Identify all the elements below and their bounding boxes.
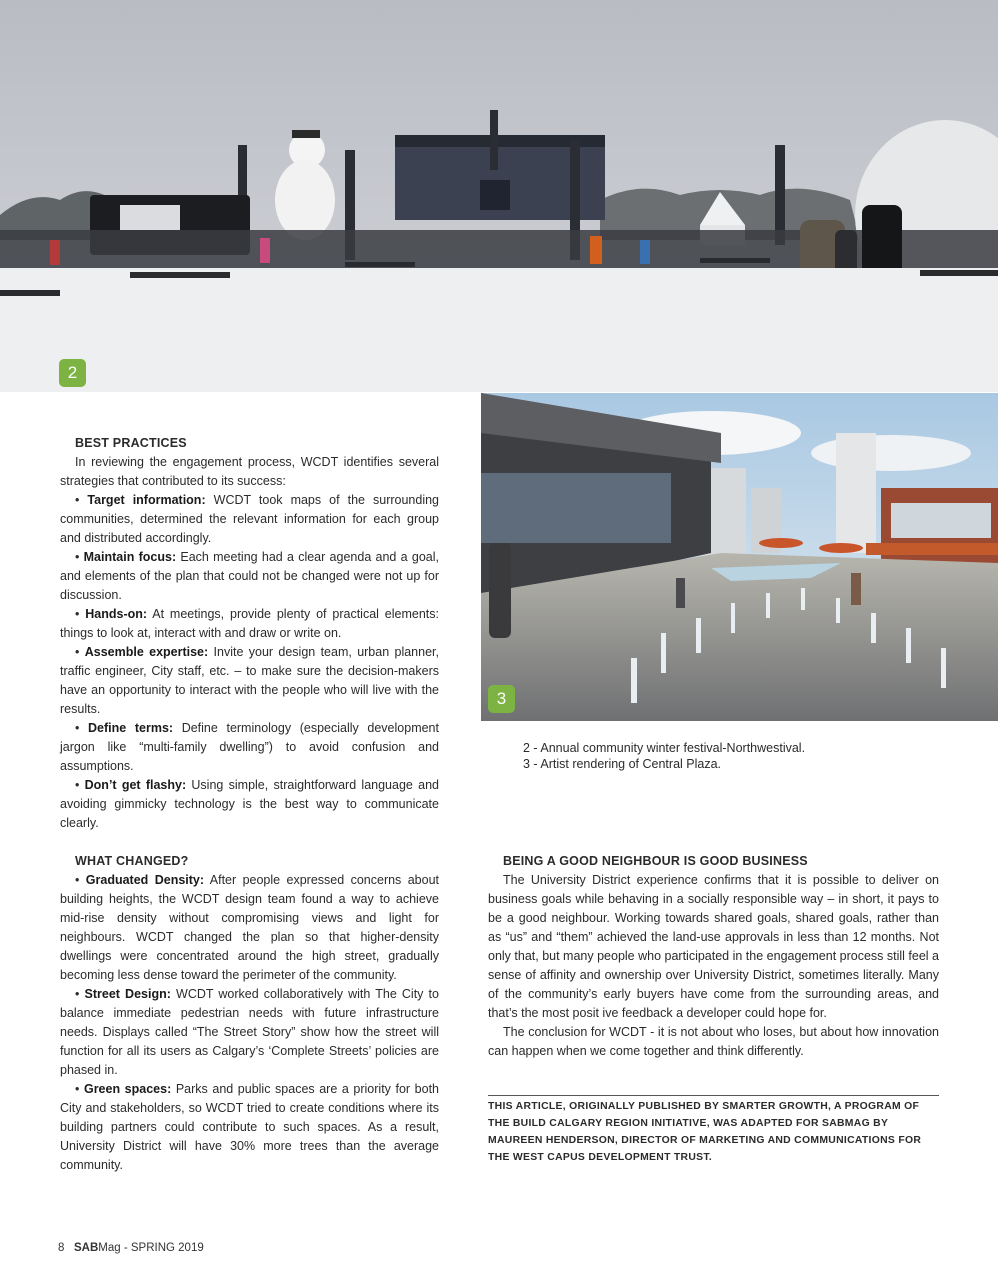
bullet-item: • Green spaces: Parks and public spaces are a priority for both City and stakeholders, so WCDT tried to create conditions where its building partners could contribute to such spaces. As a result, University District will have 30% more trees than the average community.: [60, 1082, 439, 1172]
right-column: [488, 852, 939, 1061]
bullet-label: Assemble expertise:: [84, 645, 209, 659]
page-number: 8: [58, 1242, 65, 1254]
photo-captions: [523, 740, 805, 772]
bullet-label: Hands-on:: [85, 607, 148, 621]
bullet-text: Parks and public spaces are a priority for both City and stakeholders, so WCDT tried to create conditions where its building partners could contribute to such spaces. As a result, University District will have 30% more trees than the average community.: [60, 1082, 439, 1172]
bullet-text: At meetings, provide plenty of practical elements: things to look at, interact with and draw or write on.: [60, 607, 439, 640]
bullet-label: Don’t get flashy:: [84, 778, 187, 792]
left-column: [60, 434, 439, 833]
left-column-lower: [60, 852, 439, 1175]
bullet-text: After people expressed concerns about building heights, the WCDT design team found a way to achieve mid-rise density without compromising views and light for neighbours. WCDT changed the plan so that higher-density dwellings were concentrated around the high street, gradually becoming less dense toward the perimeter of the community.: [60, 873, 439, 982]
bullet-label: Street Design:: [84, 987, 171, 1001]
bullet-item: • Street Design: WCDT worked collaboratively with The City to balance immediate pedestrian needs with future infrastructure needs. Displays called “The Street Story” show how the street will function for all its users as Calgary’s ‘Complete Streets’ policies are phased in.: [60, 987, 439, 1077]
bullet-item: • Don’t get flashy: Using simple, straightforward language and avoiding gimmicky technology is the best way to communicate clearly.: [60, 778, 439, 830]
bullet-text: WCDT took maps of the surrounding communities, determined the relevant information for each group and distributed accordingly.: [60, 493, 440, 545]
festival-scene: [0, 0, 998, 392]
article-credit: THIS ARTICLE, ORIGINALLY PUBLISHED BY SMARTER GROWTH, A PROGRAM OF THE BUILD CALGARY REGION INITIATIVE, WAS ADAPTED FOR SABMAG BY MAUREEN HENDERSON, DIRECTOR OF MARKETING AND COMMUNICATIONS FOR THE WEST CAPUS DEVELOPMENT TRUST.: [488, 1095, 939, 1166]
bullet-item: • Target information: WCDT took maps of the surrounding communities, determined the relevant information for each group and distributed accordingly.: [60, 493, 440, 545]
central-plaza-rendering: [481, 393, 998, 721]
bullet-label: Maintain focus:: [83, 550, 177, 564]
caption-3: 3 - Artist rendering of Central Plaza.: [523, 757, 722, 771]
brand-bold: SAB: [74, 1242, 99, 1254]
body-paragraph: The University District experience confirms that it is possible to deliver on business goals while behaving in a socially responsible way – in short, it pays to be a good neighbour. Working towards shared goals, shared goals, rather than as “us” and “them” achieved the land-use approvals in less than 12 months. Not only that, but many people who participated in the engagement process still feel a sense of affinity and ownership over University District, sometimes literally. Many of the community’s early buyers have come from the surrounding areas, and that’s the most posit ive feedback a developer could hope for.: [488, 873, 939, 1020]
bullet-text: Invite your design team, urban planner, traffic engineer, City staff, etc. – to make sure the decision-makers have an opportunity to interact with the people who will live with the results.: [60, 645, 439, 716]
caption-2: 2 - Annual community winter festival-Northwestival.: [523, 741, 806, 755]
best-practices-intro: In reviewing the engagement process, WCDT identifies several strategies that contributed to its success:: [60, 455, 439, 488]
bullet-label: Graduated Density:: [85, 873, 205, 887]
bullet-item: • Maintain focus: Each meeting had a clear agenda and a goal, and elements of the plan that could not be changed were not up for discussion.: [60, 550, 439, 602]
plaza-scene: [481, 393, 998, 721]
photo-number-badge: 3: [488, 685, 515, 713]
bullet-item: • Graduated Density: After people expressed concerns about building heights, the WCDT design team found a way to achieve mid-rise density without compromising views and light for neighbours. WCDT changed the plan so that higher-density dwellings were concentrated around the high street, gradually becoming less dense toward the perimeter of the community.: [60, 873, 439, 982]
page-footer: [58, 1242, 204, 1254]
photo-number-badge: 2: [59, 359, 86, 387]
bullet-item: • Define terms: Define terminology (especially development jargon like “multi-family dwelling”) to avoid confusion and assumptions.: [60, 721, 439, 773]
bullet-label: Target information:: [87, 493, 206, 507]
bullet-text: Each meeting had a clear agenda and a goal, and elements of the plan that could not be changed were not up for discussion.: [60, 550, 439, 602]
best-practices-heading: BEST PRACTICES: [75, 436, 187, 450]
body-paragraph: The conclusion for WCDT - it is not about who loses, but about how innovation can happen when we come together and think differently.: [488, 1025, 939, 1058]
bullet-label: Green spaces:: [83, 1082, 172, 1096]
bullet-item: • Hands-on: At meetings, provide plenty of practical elements: things to look at, interact with and draw or write on.: [60, 607, 439, 640]
bullet-text: WCDT worked collaboratively with The City to balance immediate pedestrian needs with future infrastructure needs. Displays called “The Street Story” show how the street will function for all its users as Calgary’s ‘Complete Streets’ policies are phased in.: [60, 987, 439, 1077]
brand-rest: Mag: [98, 1242, 121, 1254]
bullet-item: • Assemble expertise: Invite your design team, urban planner, traffic engineer, City staff, etc. – to make sure the decision-makers have an opportunity to interact with the people who will live with the results.: [60, 645, 439, 716]
issue-label: - SPRING 2019: [120, 1242, 204, 1254]
what-changed-heading: WHAT CHANGED?: [75, 854, 189, 868]
good-neighbour-heading: BEING A GOOD NEIGHBOUR IS GOOD BUSINESS: [503, 854, 808, 868]
bullet-text: Using simple, straightforward language and avoiding gimmicky technology is the best way to communicate clearly.: [60, 778, 439, 830]
bullet-label: Define terms:: [88, 721, 174, 735]
bullet-text: Define terminology (especially development jargon like “multi-family dwelling”) to avoid confusion and assumptions.: [60, 721, 439, 773]
festival-photo: [0, 0, 998, 392]
